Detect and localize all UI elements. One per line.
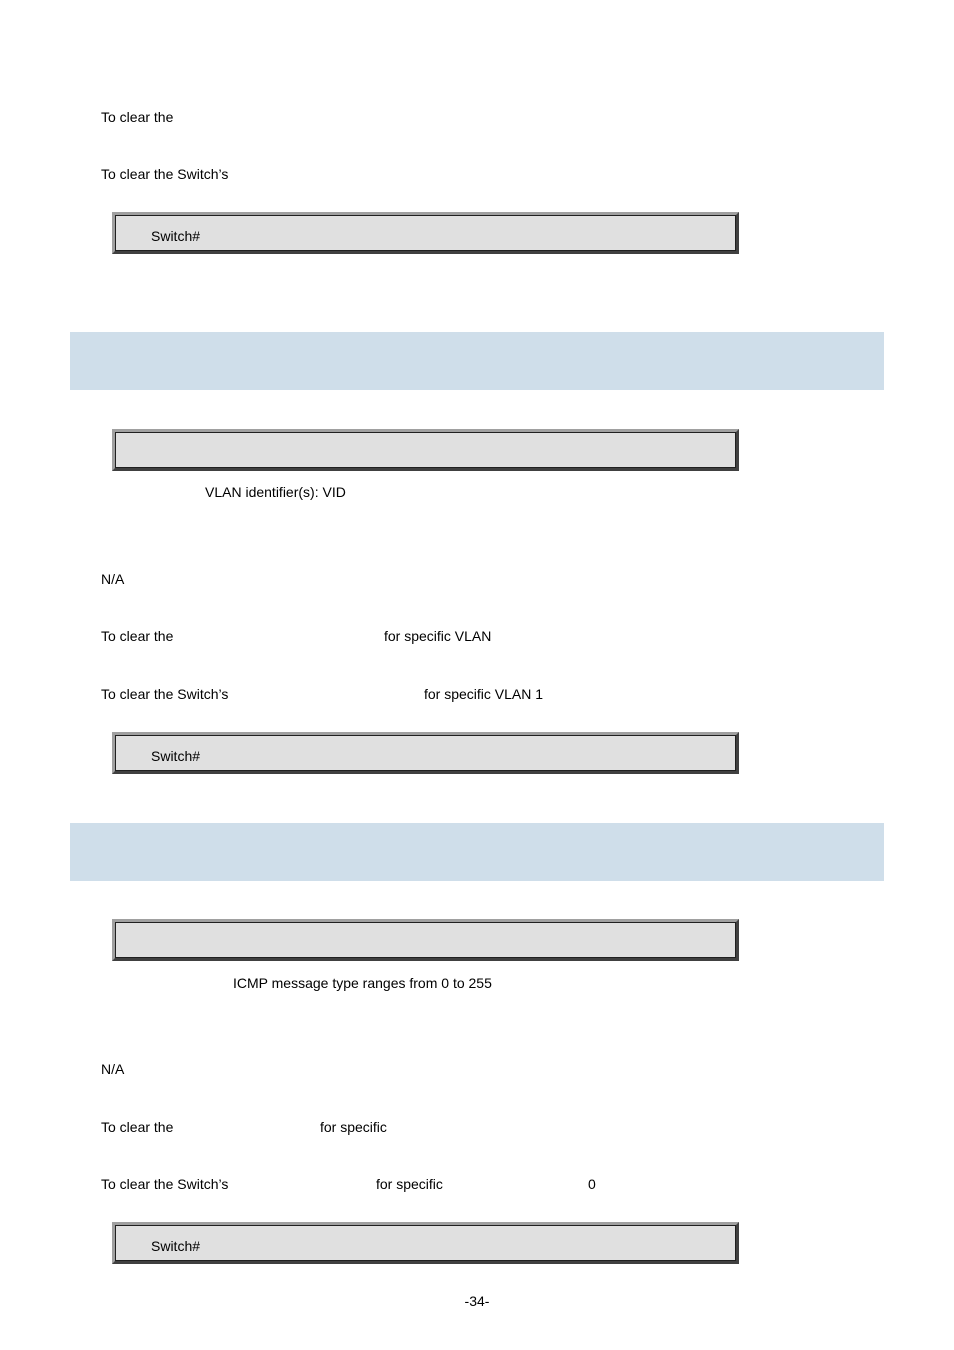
example-description-suffix: for specific VLAN 1 [424, 686, 544, 702]
parameter-description: ICMP message type ranges from 0 to 255 [233, 975, 492, 991]
example-description-suffix: for specific [376, 1176, 443, 1192]
cli-prompt: Switch# [151, 228, 201, 244]
section-heading-band [70, 823, 884, 881]
example-description: To clear the Switch’s [101, 686, 229, 702]
section-heading-band [70, 332, 884, 390]
example-description: To clear the Switch’s [101, 166, 229, 182]
usage-description: To clear the [101, 109, 174, 125]
usage-description: To clear the [101, 628, 174, 644]
command-example-box [112, 212, 739, 254]
example-description: To clear the Switch’s [101, 1176, 229, 1192]
default-value: N/A [101, 571, 125, 587]
command-syntax-box [112, 919, 739, 961]
usage-description: To clear the [101, 1119, 174, 1135]
usage-description-suffix: for specific VLAN [384, 628, 492, 644]
parameter-description: VLAN identifier(s): VID [205, 484, 346, 500]
command-example-box [112, 732, 739, 774]
usage-description-suffix: for specific [320, 1119, 387, 1135]
command-syntax-box [112, 429, 739, 471]
cli-prompt: Switch# [151, 748, 201, 764]
cli-prompt: Switch# [151, 1238, 201, 1254]
default-value: N/A [101, 1061, 125, 1077]
page-number: -34- [464, 1293, 490, 1309]
command-example-box [112, 1222, 739, 1264]
example-value: 0 [588, 1176, 596, 1192]
